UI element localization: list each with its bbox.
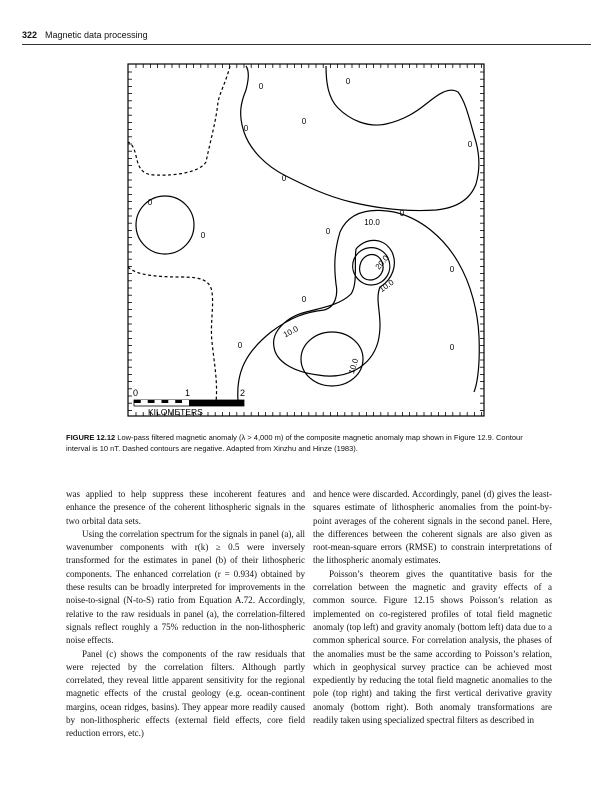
paragraph: and hence were discarded. Accordingly, panel (d) gives the least-squares estimate of lithospheric anomalies from the point-by-point averages of the coherent signals in the second panel. Here, the differences between the coherent signals are also given as root-mean-square errors (RMSE) to constrain interpretations of the lithospheric anomaly estimates. (313, 489, 552, 566)
contour-label: 10.0 (377, 277, 396, 295)
contour-label: 0 (449, 265, 455, 274)
contour-label: 0 (345, 77, 351, 86)
running-title: Magnetic data processing (45, 30, 148, 40)
caption-text: Low-pass filtered magnetic anomaly (λ > 4,000 m) of the composite magnetic anomaly map shown in Figure 12.9. Contour interval is 10 nT. Dashed contours are negative. Adapted from Xinzhu and Hinze (1983). (66, 433, 523, 453)
contour-map (126, 62, 486, 420)
scale-bar-segment (141, 400, 148, 403)
contour-zero-main (238, 210, 480, 400)
contour-label: 0 (301, 117, 307, 126)
figure-label: FIGURE 12.12 (66, 433, 116, 442)
paragraph: Poisson’s theorem gives the quantitative basis for the correlation between the magnetic and gravity effects of a common source. Figure 12.15 shows Poisson’s relation as implemented on co-registered profiles of total field magnetic anomaly (top left) and gravity anomaly (bottom left) data due to a common spherical source. For correlation analysis, the phases of the anomalies must be the same according to Poisson’s relation, which in geophysical survey practice can be achieved most expediently by reducing the total field magnetic anomalies to the pole (top right) and taking the first vertical derivative gravity anomaly (bottom right). Both anomaly transformations are readily taken using specialized spectral filters as described in (313, 568, 552, 726)
scale-tick-label: 1 (185, 388, 191, 398)
body-column-left (66, 488, 305, 741)
contour-top (241, 66, 479, 211)
scale-bar-segment (162, 400, 169, 403)
contour-labels (148, 77, 473, 375)
contour-label: 0 (237, 341, 243, 350)
scale-tick-label: 2 (240, 388, 246, 398)
scale-bar-segment (182, 400, 189, 403)
contour-label: 10.0 (346, 357, 361, 376)
scale-bar-segment (155, 400, 162, 403)
contour-label: 20.0 (373, 253, 391, 272)
scale-tick-label: 0 (133, 388, 139, 398)
contour-label: 0 (467, 140, 473, 149)
body-column-right (313, 488, 552, 727)
contour-label: 0 (325, 227, 331, 236)
page-number: 322 (22, 30, 38, 40)
scale-bar-segment (168, 400, 175, 403)
contour-label: 10.0 (281, 324, 300, 340)
paragraph: Using the correlation spectrum for the signals in panel (a), all wavenumber components with r(k) ≥ 0.5 were inversely transformed for the estimates in panel (b) of their lithospheric components. The enhanced correlation (r = 0.934) obtained by these results can be broadly interpreted for improvements in the noise-to-signal (N-to-S) ratio from Equation A.72. Accordingly, relative to the raw residuals in panel (a), the correlation-filtered signals reflect roughly a 75% reduction in the non-lithospheric noise effects. (66, 528, 305, 646)
scale-bar (133, 388, 245, 417)
contour-closed-left (136, 196, 194, 254)
scale-bar-segment (148, 400, 155, 403)
contour-map-figure (126, 62, 486, 420)
dashed-contour-top-left (128, 66, 230, 175)
contour-label: 0 (258, 82, 264, 91)
contour-label: 0 (399, 209, 405, 218)
header-rule (22, 44, 591, 45)
contour-label: 0 (243, 124, 249, 133)
contour-label: 0 (449, 343, 455, 352)
contour-label: 0 (147, 198, 153, 207)
contour-label: 0 (281, 174, 287, 183)
scale-unit-label: KILOMETERS (148, 407, 203, 417)
paragraph: was applied to help suppress these incoherent features and enhance the presence of the coherent lithospheric signals in the two orbital data sets. (66, 489, 305, 526)
running-header (22, 30, 592, 40)
figure-caption (66, 432, 546, 454)
paragraph: Panel (c) shows the components of the raw residuals that were rejected by the correlation filters. Although partly correlated, they reveal little apparent sensitivity for the regional magnetic effects of the crustal geology (e.g. ocean-continent margins, ocean ridges, basins). They appear more readily caused by non-lithospheric effects (external field effects, core field reduction errors, etc.) (66, 648, 305, 739)
contour-label: 10.0 (364, 218, 380, 227)
scale-bar-segment (134, 400, 141, 403)
contour-label: 0 (301, 295, 307, 304)
scale-bar-segment (175, 400, 182, 403)
scale-bar-solid (189, 400, 244, 406)
contour-label: 0 (200, 231, 206, 240)
contour-10-outer (274, 240, 395, 376)
dashed-contour-bottom-left (128, 267, 217, 402)
